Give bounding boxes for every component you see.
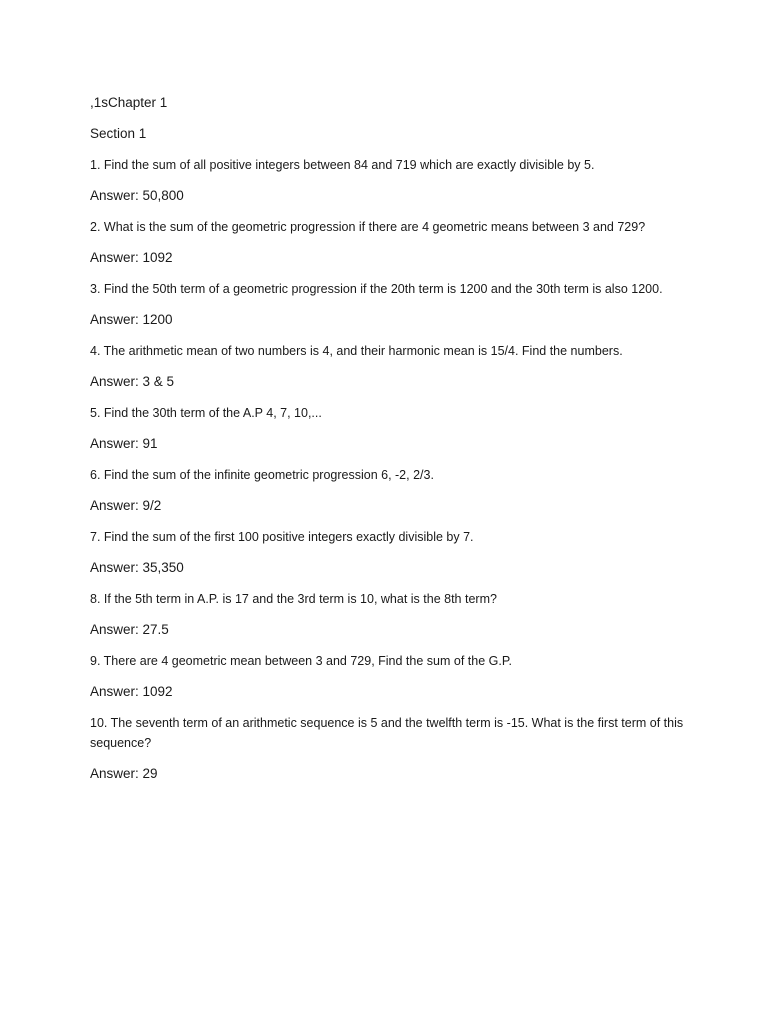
answer-text: Answer: 27.5 bbox=[90, 622, 169, 637]
question-text: 10. The seventh term of an arithmetic sequence is 5 and the twelfth term is -15. What is the first term of this sequence? bbox=[90, 716, 684, 750]
question-text: 9. There are 4 geometric mean between 3 and 729, Find the sum of the G.P. bbox=[90, 654, 513, 668]
section-title: Section 1 bbox=[90, 126, 147, 141]
answer-text: Answer: 1200 bbox=[90, 312, 173, 327]
qa-item bbox=[90, 217, 690, 268]
qa-item bbox=[90, 279, 690, 330]
answer-text: Answer: 91 bbox=[90, 436, 158, 451]
answer-text: Answer: 1092 bbox=[90, 250, 173, 265]
qa-item bbox=[90, 465, 690, 516]
answer-text: Answer: 35,350 bbox=[90, 560, 184, 575]
qa-item bbox=[90, 403, 690, 454]
question-text: 7. Find the sum of the first 100 positive integers exactly divisible by 7. bbox=[90, 530, 474, 544]
qa-item bbox=[90, 713, 690, 784]
answer-text: Answer: 9/2 bbox=[90, 498, 162, 513]
answer-text: Answer: 29 bbox=[90, 766, 158, 781]
qa-item bbox=[90, 155, 690, 206]
answer-text: Answer: 3 & 5 bbox=[90, 374, 175, 389]
answer-text: Answer: 1092 bbox=[90, 684, 173, 699]
answer-text: Answer: 50,800 bbox=[90, 188, 184, 203]
question-text: 3. Find the 50th term of a geometric progression if the 20th term is 1200 and the 30th term is also 1200. bbox=[90, 282, 663, 296]
qa-item bbox=[90, 589, 690, 640]
question-text: 4. The arithmetic mean of two numbers is 4, and their harmonic mean is 15/4. Find the numbers. bbox=[90, 344, 623, 358]
qa-item bbox=[90, 341, 690, 392]
document-content bbox=[90, 93, 690, 795]
question-text: 6. Find the sum of the infinite geometric progression 6, -2, 2/3. bbox=[90, 468, 434, 482]
qa-item bbox=[90, 527, 690, 578]
question-text: 8. If the 5th term in A.P. is 17 and the 3rd term is 10, what is the 8th term? bbox=[90, 592, 497, 606]
question-text: 2. What is the sum of the geometric progression if there are 4 geometric means between 3 and 729? bbox=[90, 220, 646, 234]
chapter-title: ,1sChapter 1 bbox=[90, 95, 168, 110]
question-text: 1. Find the sum of all positive integers between 84 and 719 which are exactly divisible by 5. bbox=[90, 158, 595, 172]
question-text: 5. Find the 30th term of the A.P 4, 7, 10,... bbox=[90, 406, 322, 420]
qa-item bbox=[90, 651, 690, 702]
